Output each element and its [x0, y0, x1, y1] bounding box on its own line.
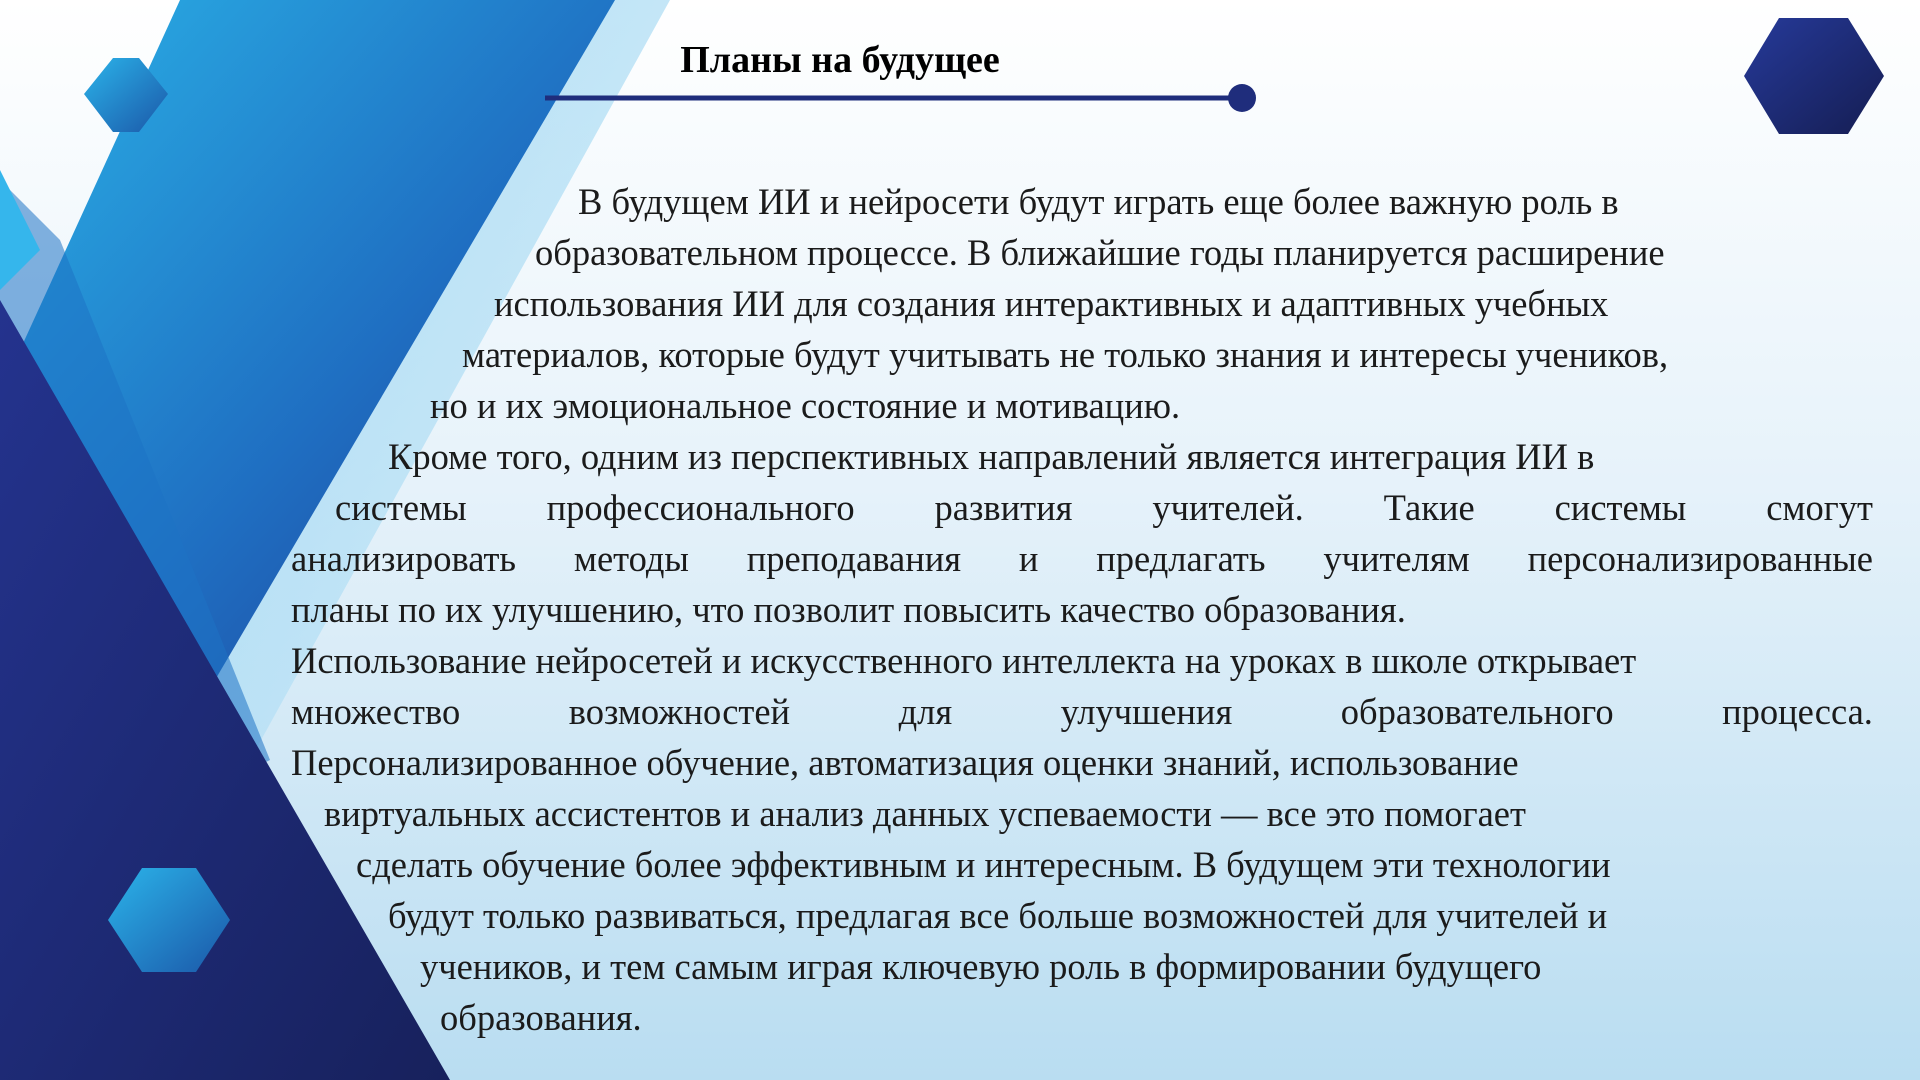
word: персонализированные	[1527, 538, 1873, 579]
word: Такие	[1383, 487, 1475, 528]
word: смогут	[1766, 487, 1873, 528]
text-line: материалов, которые будут учитывать не только знания и интересы учеников,	[462, 334, 1669, 375]
word: учителей.	[1152, 487, 1304, 528]
word: развития	[934, 487, 1073, 528]
word: системы	[1554, 487, 1687, 528]
text-line: использования ИИ для создания интерактивных и адаптивных учебных	[494, 283, 1609, 324]
text-line: будут только развиваться, предлагая все больше возможностей для учителей и	[388, 895, 1608, 936]
text-line: Персонализированное обучение, автоматизация оценки знаний, использование	[291, 742, 1519, 783]
text-line: но и их эмоциональное состояние и мотивацию.	[430, 385, 1181, 426]
word: системы	[335, 487, 467, 528]
word: профессионального	[546, 487, 855, 528]
word: преподавания	[746, 538, 962, 579]
text-line: планы по их улучшению, что позволит повысить качество образования.	[291, 589, 1406, 630]
word: множество	[291, 691, 461, 732]
title-underline-dot	[1228, 84, 1256, 112]
text-line: Использование нейросетей и искусственного интеллекта на уроках в школе открывает	[291, 640, 1637, 681]
text-line: В будущем ИИ и нейросети будут играть еще более важную роль в	[578, 181, 1619, 222]
text-line: образования.	[440, 997, 642, 1038]
word: учителям	[1323, 538, 1470, 579]
text-line-justified	[335, 482, 1873, 533]
word: процесса.	[1722, 691, 1873, 732]
text-line-justified	[291, 686, 1873, 737]
text-line: учеников, и тем самым играя ключевую роль в формировании будущего	[420, 946, 1542, 987]
text-line: сделать обучение более эффективным и интересным. В будущем эти технологии	[356, 844, 1611, 885]
word: образовательного	[1340, 691, 1614, 732]
word: возможностей	[568, 691, 791, 732]
word: методы	[573, 538, 689, 579]
text-line: виртуальных ассистентов и анализ данных успеваемости — все это помогает	[324, 793, 1526, 834]
text-line-justified	[291, 533, 1873, 584]
word: предлагать	[1096, 538, 1266, 579]
word: для	[898, 691, 953, 732]
text-line: образовательном процессе. В ближайшие годы планируется расширение	[535, 232, 1665, 273]
word: анализировать	[291, 538, 517, 579]
page-title: Планы на будущее	[680, 39, 1000, 81]
hexagon-top-right	[1744, 18, 1884, 134]
word: улучшения	[1060, 691, 1233, 732]
word: и	[1018, 538, 1039, 579]
text-line: Кроме того, одним из перспективных направлений является интеграция ИИ в	[388, 436, 1595, 477]
